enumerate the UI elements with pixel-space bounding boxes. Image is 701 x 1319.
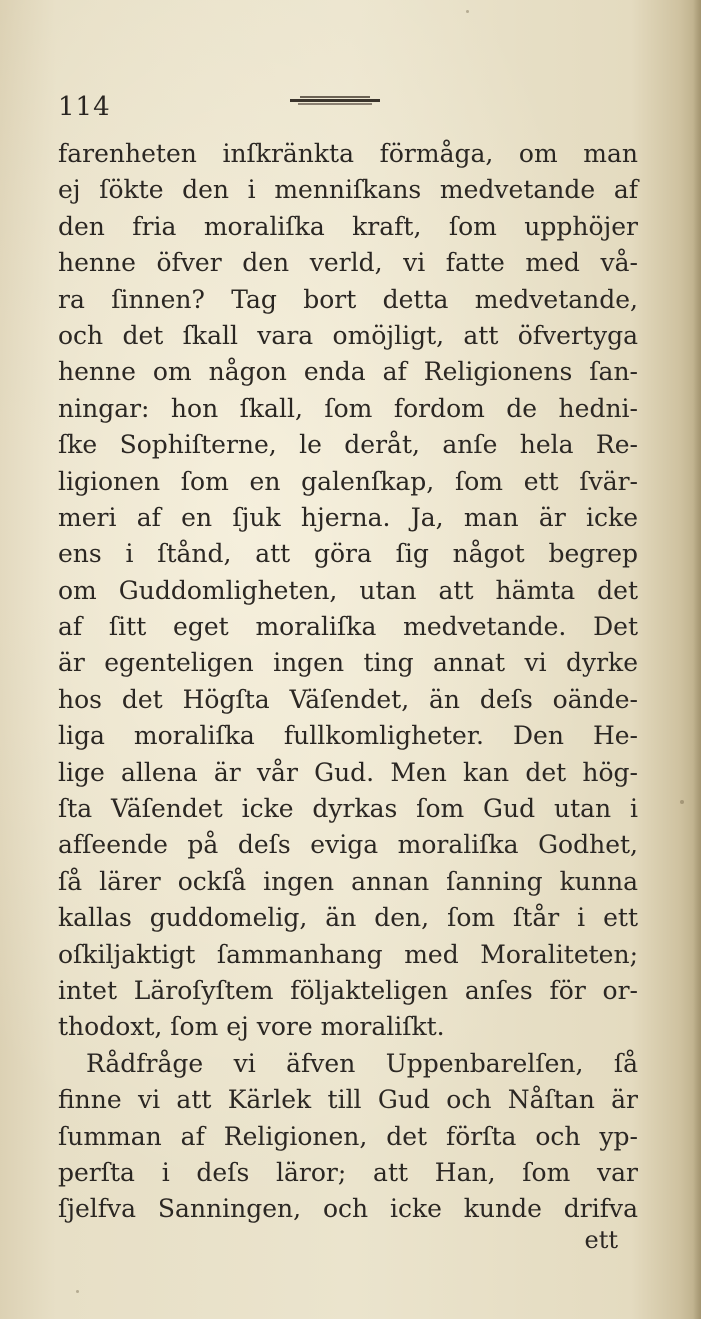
- text-line: ej ſökte den i menniſkans medvetande af: [58, 175, 638, 205]
- text-line: afſeende på deſs eviga moraliſka Godhet,: [58, 830, 638, 860]
- text-line: ſjelfva Sanningen, och icke kunde drifva: [58, 1194, 638, 1224]
- text-line: finne vi att Kärlek till Gud och Nåſtan är: [58, 1085, 638, 1115]
- text-line: ſke Sophiſterne, le deråt, anſe hela Re-: [58, 430, 638, 460]
- text-line: den fria moraliſka kraft, ſom upphöjer: [58, 211, 638, 241]
- text-line: liga moraliſka fullkomligheter. Den He-: [58, 721, 638, 751]
- text-line: om Guddomligheten, utan att hämta det: [58, 575, 638, 605]
- text-line: oſkiljaktigt ſammanhang med Moraliteten;: [58, 939, 638, 969]
- text-line: kallas guddomelig, än den, ſom ſtår i ett: [58, 903, 638, 933]
- text-line: ſumman af Religionen, det förſta och yp-: [58, 1121, 638, 1151]
- text-line: meri af en ſjuk hjerna. Ja, man är icke: [58, 502, 638, 532]
- text-line: hos det Högſta Väſendet, än deſs oände-: [58, 684, 638, 714]
- page-header: [58, 92, 638, 122]
- page-number: 114: [58, 92, 111, 122]
- header-ornament: [290, 96, 380, 106]
- text-line: perſta i deſs läror; att Han, ſom var: [58, 1157, 638, 1187]
- text-line: thodoxt, ſom ej vore moraliſkt.: [58, 1012, 445, 1042]
- paper-speck: [466, 10, 469, 13]
- paper-speck: [680, 800, 684, 804]
- text-line: farenheten inſkränkta förmåga, om man: [58, 139, 638, 168]
- text-line: ligionen ſom en galenſkap, ſom ett ſvär-: [58, 466, 638, 496]
- text-line: ens i ſtånd, att göra ſig något begrep: [58, 539, 638, 569]
- paper-speck: [76, 1290, 79, 1293]
- text-line: är egenteligen ingen ting annat vi dyrke: [58, 648, 638, 678]
- text-line: intet Läroſyſtem följakteligen anſes för or-: [58, 975, 638, 1005]
- text-line: Rådfråge vi äfven Uppenbarelſen, ſå: [86, 1048, 638, 1078]
- catchword-row: [58, 1222, 638, 1258]
- text-line: henne öfver den verld, vi fatte med vå-: [58, 248, 638, 278]
- catchword: ett: [584, 1226, 618, 1254]
- text-line: ſå lärer ockſå ingen annan ſanning kunna: [58, 866, 638, 896]
- text-line: och det ſkall vara omöjligt, att öfvertyga: [58, 320, 638, 350]
- text-line: ningar: hon ſkall, ſom fordom de hedni-: [58, 393, 638, 423]
- body-text: [58, 136, 638, 1228]
- text-line: lige allena är vår Gud. Men kan det hög-: [58, 757, 638, 787]
- text-line: ra ſinnen? Tag bort detta medvetande,: [58, 284, 638, 314]
- text-line: ſta Väſendet icke dyrkas ſom Gud utan i: [58, 794, 638, 824]
- text-line: af ſitt eget moraliſka medvetande. Det: [58, 612, 638, 642]
- page-edge-shadow: [693, 0, 701, 1319]
- text-line: henne om någon enda af Religionens ſan-: [58, 357, 638, 387]
